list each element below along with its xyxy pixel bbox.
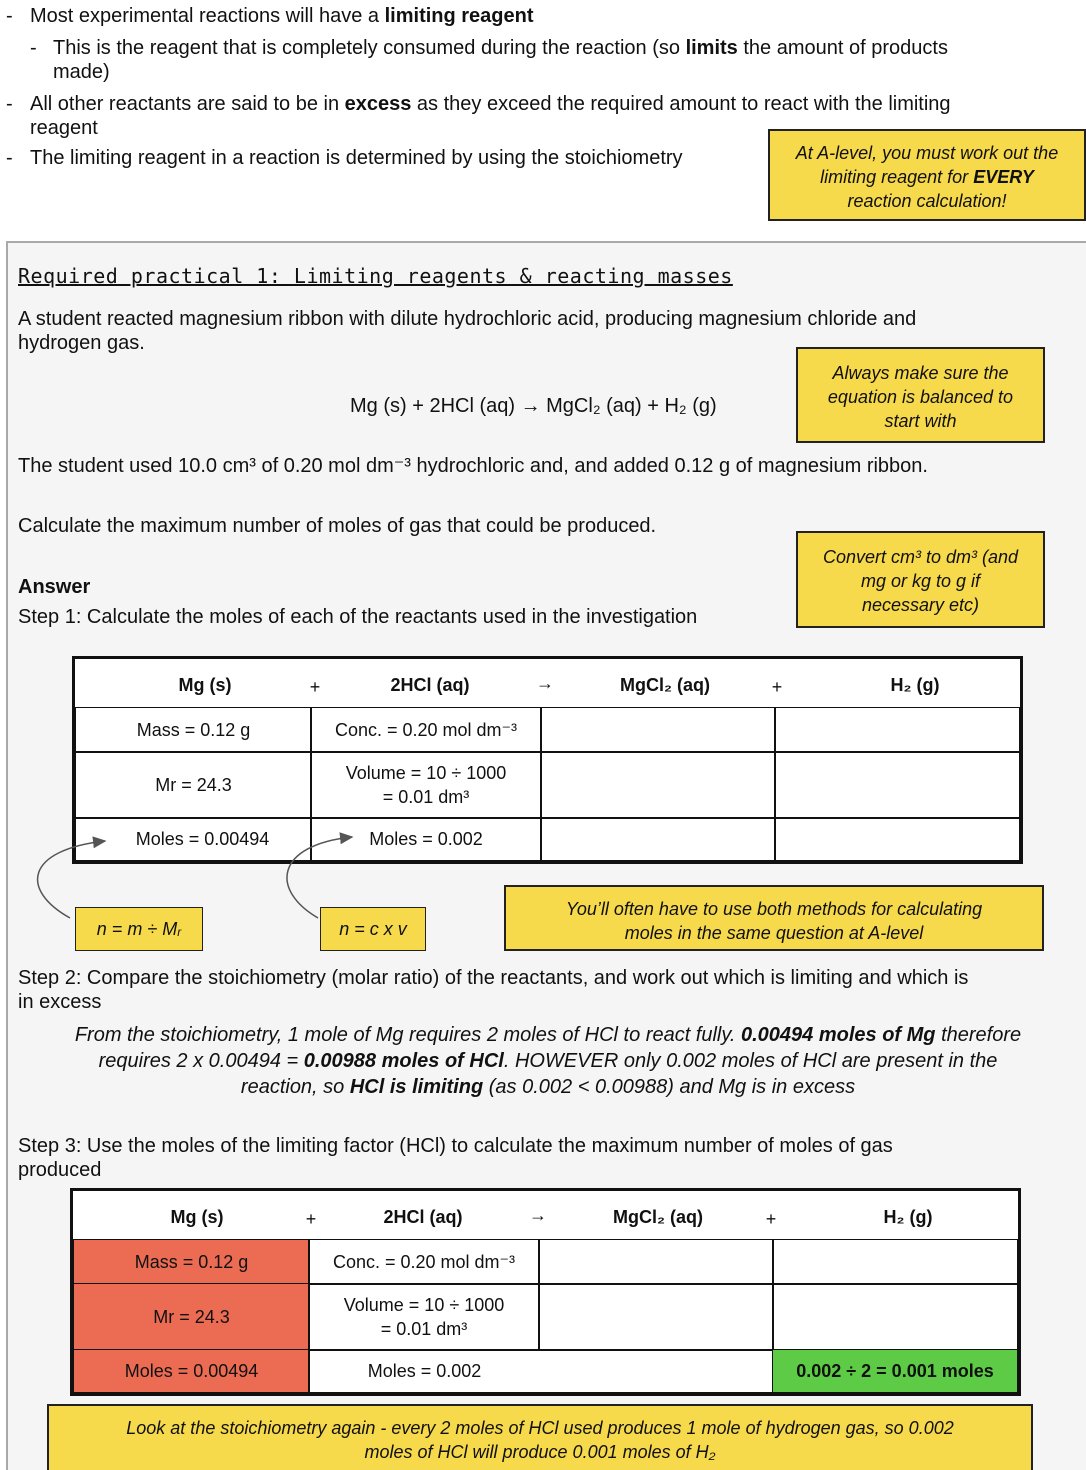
header-mg: Mg (s) (178, 675, 232, 695)
intro-line-4: The limiting reagent in a reaction is determined by using the stoichiometry (30, 147, 683, 169)
balanced-note: Always make sure the equation is balanced to start with (796, 347, 1045, 443)
header-h2: H₂ (g) (883, 1207, 933, 1227)
mr-cell: Mr = 24.3 (73, 1283, 310, 1351)
step2-explanation: From the stoichiometry, 1 mole of Mg requires 2 moles of HCl to react fully. 0.00494 moles of Mg therefore requires 2 x 0.00494 = 0.00988 moles of HCl. HOWEVER only 0.002 moles of HCl are present in the reaction, so HCl is limiting (as 0.002 < 0.00988) and Mg is in excess (74, 1024, 1022, 1098)
moles-hcl-cell: Moles = 0.002 (308, 1349, 540, 1393)
header-plus: + (771, 677, 783, 697)
alevel-note: At A-level, you must work out the limiting reagent for EVERY reaction calculation! (768, 129, 1086, 221)
calc-text: Calculate the maximum number of moles of gas that could be produced. (18, 515, 657, 537)
moles-mg-cell: Moles = 0.00494 (73, 1349, 310, 1393)
convert-note: Convert cm³ to dm³ (and mg or kg to g if necessary etc) (796, 531, 1045, 628)
moles-mg-cell: Moles = 0.00494 (75, 817, 312, 861)
header-mgcl2: MgCl₂ (aq) (613, 1207, 703, 1227)
balanced-equation: Mg (s) + 2HCl (aq) → MgCl₂ (aq) + H₂ (g) (350, 395, 717, 417)
empty-cell (538, 1239, 774, 1285)
both-methods-note: You’ll often have to use both methods for calculating moles in the same question at A-level (504, 885, 1044, 951)
empty-cell (538, 1283, 774, 1351)
header-arrow: → (536, 673, 554, 693)
mr-cell: Mr = 24.3 (75, 751, 312, 819)
arrow-curve-hcl (287, 837, 352, 918)
question-text: A student reacted magnesium ribbon with dilute hydrochloric acid, producing magnesium chloride and hydrogen gas. (18, 308, 917, 354)
bullet-dash: - (6, 93, 13, 115)
empty-cell (772, 1239, 1018, 1285)
result-cell: 0.002 ÷ 2 = 0.001 moles (772, 1349, 1018, 1393)
header-mg: Mg (s) (170, 1207, 224, 1227)
used-text: The student used 10.0 cm³ of 0.20 mol dm⁻³ hydrochloric and, and added 0.12 g of magnesium ribbon. (18, 455, 928, 477)
empty-cell (772, 1283, 1018, 1351)
intro-line-3: All other reactants are said to be in excess as they exceed the required amount to react with the limiting reagent (30, 93, 951, 139)
bullet-dash: - (30, 37, 37, 59)
step1-text: Step 1: Calculate the moles of each of the reactants used in the investigation (18, 606, 698, 628)
practical-title: Required practical 1: Limiting reagents & reacting masses (18, 264, 733, 288)
header-plus: + (305, 1209, 317, 1229)
bullet-dash: - (6, 147, 13, 169)
header-hcl: 2HCl (aq) (390, 675, 470, 695)
moles-table-2 (70, 1188, 1021, 1396)
conc-cell: Conc. = 0.20 mol dm⁻³ (310, 707, 542, 753)
volume-cell: Volume = 10 ÷ 1000 = 0.01 dm³ (308, 1283, 540, 1351)
mass-cell: Mass = 0.12 g (75, 707, 312, 753)
volume-cell: Volume = 10 ÷ 1000 = 0.01 dm³ (310, 751, 542, 819)
final-note: Look at the stoichiometry again - every 2 moles of HCl used produces 1 mole of hydrogen gas, so 0.002 moles of HCl will produce 0.001 moles of H₂ (47, 1404, 1033, 1470)
header-plus: + (309, 677, 321, 697)
header-hcl: 2HCl (aq) (383, 1207, 463, 1227)
step2-text: Step 2: Compare the stoichiometry (molar ratio) of the reactants, and work out which is limiting and which is in excess (18, 967, 969, 1013)
formula-mass: n = m ÷ M r (75, 907, 203, 951)
intro-line-2: This is the reagent that is completely consumed during the reaction (so limits the amount of products made) (53, 37, 948, 83)
step3-text: Step 3: Use the moles of the limiting factor (HCl) to calculate the maximum number of moles of gas produced (18, 1135, 893, 1181)
intro-line-1: Most experimental reactions will have a limiting reagent (30, 5, 534, 27)
empty-cell (538, 1349, 774, 1393)
answer-heading: Answer (18, 576, 91, 598)
header-h2: H₂ (g) (890, 675, 940, 695)
header-plus: + (765, 1209, 777, 1229)
conc-cell: Conc. = 0.20 mol dm⁻³ (308, 1239, 540, 1285)
header-arrow: → (529, 1205, 547, 1225)
formula-conc: n = c x v (320, 907, 426, 951)
header-mgcl2: MgCl₂ (aq) (620, 675, 710, 695)
moles-hcl-cell: Moles = 0.002 (310, 817, 542, 861)
mass-cell: Mass = 0.12 g (73, 1239, 310, 1285)
bullet-dash: - (6, 5, 13, 27)
